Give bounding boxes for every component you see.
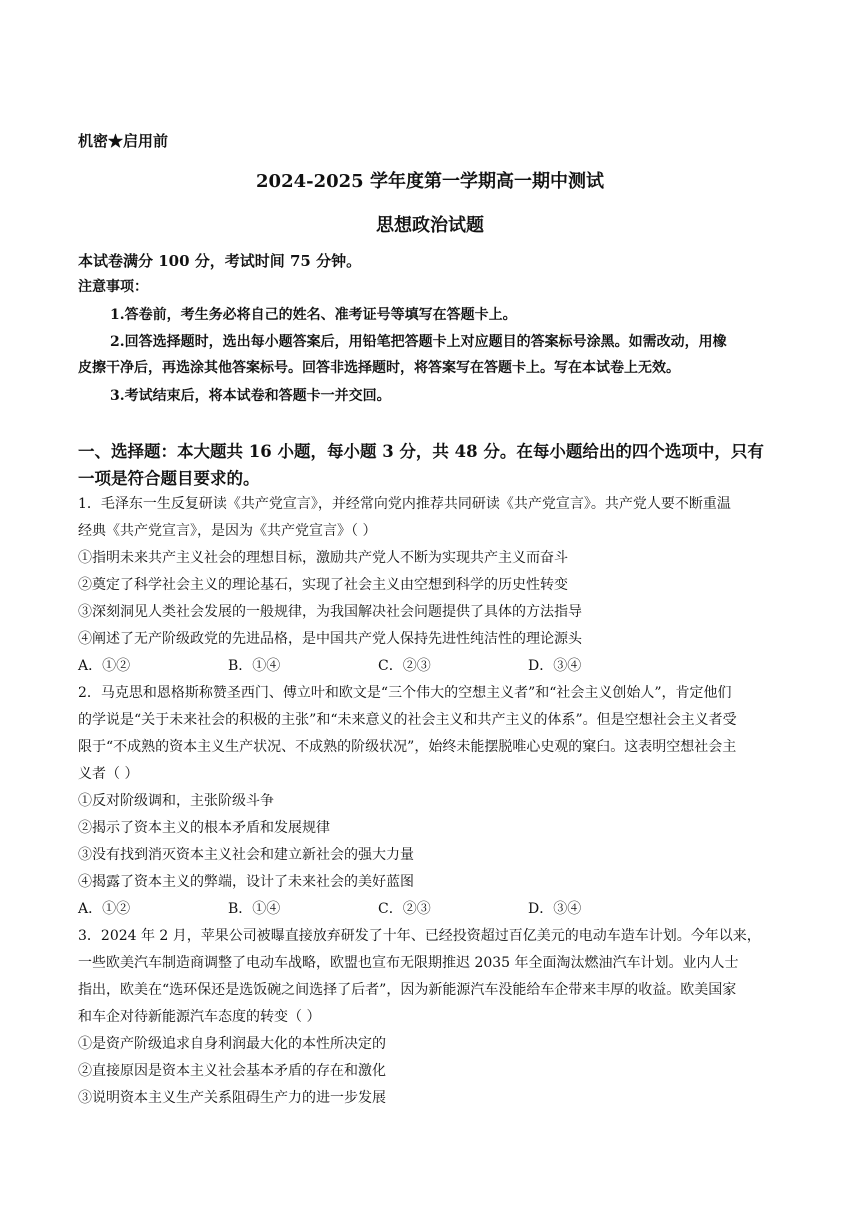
question-1-stem: 经典《共产党宣言》，是因为《共产党宣言》（ ） (78, 523, 377, 539)
option-d[interactable]: D．③④ (528, 658, 582, 674)
note-item: 2.回答选择题时，选出每小题答案后，用铅笔把答题卡上对应题目的答案标号涂黑。如需改动，用橡 (110, 334, 727, 350)
question-3-stem: 和车企对待新能源汽车态度的转变（ ） (78, 1009, 321, 1025)
question-2-stem: 的学说是“关于未来社会的积极的主张”和“未来意义的社会主义和共产主义的体系”。但是空想社会主义者受 (78, 712, 737, 728)
section-heading-cont: 一项是符合题目要求的。 (78, 469, 260, 488)
notes-title: 注意事项： (78, 279, 148, 295)
question-3-stem: 指出，欧美在“选环保还是选饭碗之间选择了后者”，因为新能源汽车没能给车企带来丰厚的收益。欧美国家 (78, 982, 737, 998)
question-2-item: ③没有找到消灭资本主义社会和建立新社会的强大力量 (78, 847, 414, 863)
question-2-item: ④揭露了资本主义的弊端，设计了未来社会的美好蓝图 (78, 874, 414, 890)
exam-subtitle: 思想政治试题 (376, 215, 484, 236)
question-2-item: ①反对阶级调和，主张阶级斗争 (78, 793, 274, 809)
section-heading: 一、选择题：本大题共 16 小题，每小题 3 分，共 48 分。在每小题给出的四个选项中，只有 (78, 442, 764, 461)
question-3-stem: 一些欧美汽车制造商调整了电动车战略，欧盟也宣布无限期推迟 2035 年全面淘汰燃油汽车计划。业内人士 (78, 955, 739, 971)
score-line: 本试卷满分 100 分，考试时间 75 分钟。 (78, 252, 362, 270)
question-1-item: ①指明未来共产主义社会的理想目标，激励共产党人不断为实现共产主义而奋斗 (78, 550, 568, 566)
confidential-label: 机密★启用前 (78, 132, 169, 150)
note-item: 3.考试结束后，将本试卷和答题卡一并交回。 (110, 388, 391, 404)
question-2-stem: 限于“不成熟的资本主义生产状况、不成熟的阶级状况”，始终未能摆脱唯心史观的窠臼。这表明空想社会主 (78, 739, 737, 755)
question-3-stem: 3．2024 年 2 月，苹果公司被曝直接放弃研发了十年、已经投资超过百亿美元的电动车造车计划。今年以来， (78, 928, 761, 944)
question-3-item: ③说明资本主义生产关系阻碍生产力的进一步发展 (78, 1090, 386, 1106)
question-1-stem: 1．毛泽东一生反复研读《共产党宣言》，并经常向党内推荐共同研读《共产党宣言》。共产党人要不断重温 (78, 496, 731, 512)
question-1-item: ③深刻洞见人类社会发展的一般规律，为我国解决社会问题提供了具体的方法指导 (78, 604, 582, 620)
option-d[interactable]: D．③④ (528, 901, 582, 917)
question-1-item: ②奠定了科学社会主义的理论基石，实现了社会主义由空想到科学的历史性转变 (78, 577, 568, 593)
question-2-item: ②揭示了资本主义的根本矛盾和发展规律 (78, 820, 330, 836)
question-1-item: ④阐述了无产阶级政党的先进品格，是中国共产党人保持先进性纯洁性的理论源头 (78, 631, 582, 647)
question-3-item: ②直接原因是资本主义社会基本矛盾的存在和激化 (78, 1063, 386, 1079)
option-a[interactable]: A．①② (78, 901, 131, 917)
question-2-options (78, 898, 784, 918)
question-1-options (78, 655, 784, 675)
option-b[interactable]: B．①④ (228, 658, 281, 674)
note-item: 1.答卷前，考生务必将自己的姓名、准考证号等填写在答题卡上。 (110, 307, 517, 323)
option-c[interactable]: C．②③ (378, 658, 431, 674)
exam-title: 2024-2025 学年度第一学期高一期中测试 (256, 171, 604, 192)
option-c[interactable]: C．②③ (378, 901, 431, 917)
note-item: 皮擦干净后，再选涂其他答案标号。回答非选择题时，将答案写在答题卡上。写在本试卷上无效。 (78, 360, 680, 376)
option-a[interactable]: A．①② (78, 658, 131, 674)
question-3-item: ①是资产阶级追求自身利润最大化的本性所决定的 (78, 1036, 386, 1052)
option-b[interactable]: B．①④ (228, 901, 281, 917)
question-2-stem: 2．马克思和恩格斯称赞圣西门、傅立叶和欧文是“三个伟大的空想主义者”和“社会主义创始人”，肯定他们 (78, 685, 732, 701)
question-2-stem: 义者（ ） (78, 766, 139, 782)
